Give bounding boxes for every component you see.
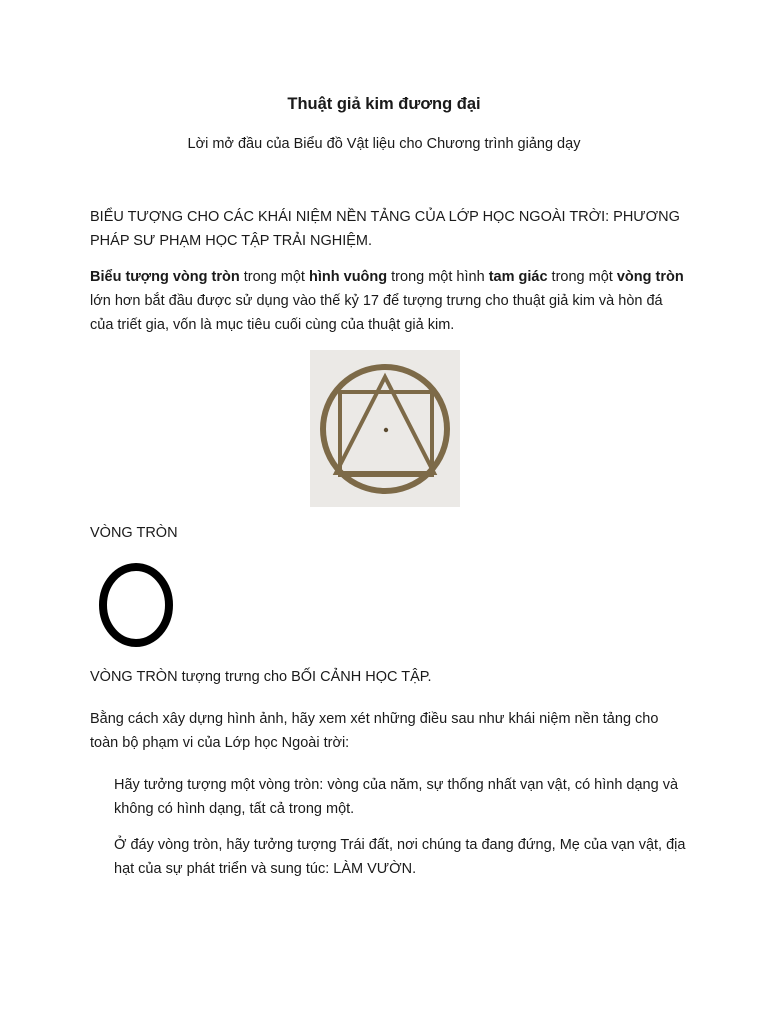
intro-paragraph: Bằng cách xây dựng hình ảnh, hãy xem xét những điều sau như khái niệm nền tảng cho toàn bộ phạm vi của Lớp học Ngoài trời:	[90, 711, 659, 751]
indented-paragraph-2: Ở đáy vòng tròn, hãy tưởng tượng Trái đất, nơi chúng ta đang đứng, Mẹ của vạn vật, địa hạt của sự phát triển và sung túc: LÀM VƯỜN.	[114, 837, 686, 877]
circle-icon	[96, 562, 176, 650]
indented-paragraph-1: Hãy tưởng tượng một vòng tròn: vòng của năm, sự thống nhất vạn vật, có hình dạng và không có hình dạng, tất cả trong một.	[114, 777, 679, 817]
inner-square	[340, 392, 432, 475]
circle-meaning-text: VÒNG TRÒN tượng trưng cho BỐI CẢNH HỌC TẬP.	[90, 669, 432, 685]
center-dot	[384, 428, 388, 432]
paragraph-text: trong một hình	[387, 269, 489, 285]
paragraph-text: lớn hơn bắt đầu được sử dụng vào thế kỷ 17 để tượng trưng cho thuật giả kim và hòn đá của triết gia, vốn là mục tiêu cuối cùng của thuật giả kim.	[90, 293, 663, 333]
document-title: Thuật giả kim đương đại	[287, 95, 481, 113]
bold-term-outer-circle: vòng tròn	[616, 269, 684, 285]
circle-label: VÒNG TRÒN	[90, 525, 178, 541]
bold-term-triangle: tam giác	[488, 269, 548, 285]
document-subtitle: Lời mở đầu của Biểu đồ Vật liệu cho Chương trình giảng dạy	[187, 136, 581, 152]
alchemy-symbol-image	[310, 350, 460, 507]
bold-term-circle-symbol: Biểu tượng vòng tròn	[90, 269, 240, 285]
symbol-description-paragraph	[90, 265, 690, 337]
squared-circle-alchemy-icon	[310, 350, 460, 507]
bold-term-square: hình vuông	[309, 269, 388, 285]
paragraph-text: trong một	[239, 269, 309, 285]
circle-image	[96, 562, 176, 650]
paragraph-text: trong một	[547, 269, 617, 285]
section-heading: BIỂU TƯỢNG CHO CÁC KHÁI NIỆM NỀN TẢNG CỦA LỚP HỌC NGOÀI TRỜI: PHƯƠNG PHÁP SƯ PHẠM HỌC TẬP TRẢI NGHIỆM.	[90, 209, 680, 249]
